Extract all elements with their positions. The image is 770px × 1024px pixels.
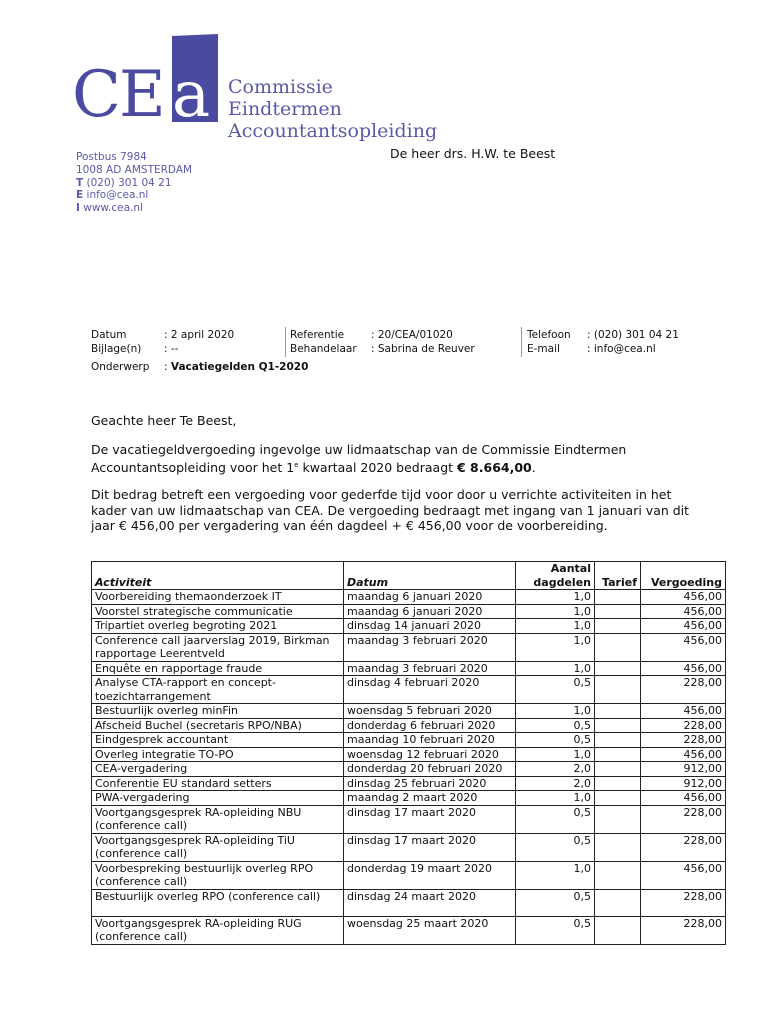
cell-activiteit: Conference call jaarverslag 2019, Birkman rapportage Leerentveld	[92, 633, 344, 661]
meta-date-block	[91, 328, 234, 356]
sender-web: www.cea.nl	[79, 202, 143, 215]
cell-activiteit: Voorbereiding themaonderzoek IT	[92, 590, 344, 605]
cell-datum: maandag 6 januari 2020	[344, 590, 516, 605]
sender-web-line	[76, 202, 192, 215]
cell-dagdelen: 0,5	[516, 916, 595, 944]
table-row	[92, 704, 726, 719]
cell-datum: dinsdag 25 februari 2020	[344, 776, 516, 791]
cell-datum: donderdag 19 maart 2020	[344, 861, 516, 889]
cell-tarief	[595, 633, 641, 661]
cell-dagdelen: 0,5	[516, 833, 595, 861]
sender-block	[76, 151, 192, 215]
cell-tarief	[595, 791, 641, 806]
table-row	[92, 805, 726, 833]
meta-divider-1	[285, 327, 286, 357]
email-label: E-mail	[527, 343, 560, 355]
total-amount: € 8.664,00	[457, 459, 532, 475]
referentie-label: Referentie	[290, 329, 345, 341]
cell-dagdelen: 1,0	[516, 619, 595, 634]
phone-key: T	[76, 176, 84, 189]
table-row	[92, 590, 726, 605]
table-row	[92, 762, 726, 777]
cell-activiteit: Conferentie EU standard setters	[92, 776, 344, 791]
cell-activiteit: Eindgesprek accountant	[92, 733, 344, 748]
cell-vergoeding: 228,00	[641, 889, 726, 916]
cell-dagdelen: 0,5	[516, 718, 595, 733]
cell-dagdelen: 1,0	[516, 747, 595, 762]
cell-datum: woensdag 5 februari 2020	[344, 704, 516, 719]
header-activiteit: Activiteit	[92, 562, 344, 590]
cell-tarief	[595, 733, 641, 748]
cell-tarief	[595, 718, 641, 733]
table-row	[92, 833, 726, 861]
bijlage-value: : --	[164, 343, 179, 355]
cell-vergoeding: 228,00	[641, 833, 726, 861]
onderwerp-colon: :	[164, 361, 171, 373]
cell-datum: dinsdag 17 maart 2020	[344, 805, 516, 833]
cell-tarief	[595, 861, 641, 889]
onderwerp-value: Vacatiegelden Q1-2020	[170, 361, 309, 373]
cell-tarief	[595, 676, 641, 704]
cell-activiteit: Afscheid Buchel (secretaris RPO/NBA)	[92, 718, 344, 733]
referentie-value: : 20/CEA/01020	[371, 329, 453, 341]
cell-datum: dinsdag 14 januari 2020	[344, 619, 516, 634]
datum-label: Datum	[91, 329, 127, 341]
table-row	[92, 633, 726, 661]
cell-dagdelen: 2,0	[516, 776, 595, 791]
cell-vergoeding: 228,00	[641, 805, 726, 833]
cell-activiteit: Overleg integratie TO-PO	[92, 747, 344, 762]
header-datum: Datum	[344, 562, 516, 590]
logo-line-2: Accountantsopleiding	[228, 120, 438, 142]
cell-tarief	[595, 747, 641, 762]
cell-dagdelen: 1,0	[516, 861, 595, 889]
sender-address-2: 1008 AD AMSTERDAM	[76, 163, 193, 176]
cell-activiteit: Voorstel strategische communicatie	[92, 604, 344, 619]
cell-activiteit: Voortgangsgesprek RA-opleiding RUG (conference call)	[92, 916, 344, 944]
salutation: Geachte heer Te Beest,	[91, 413, 237, 428]
addressee: De heer drs. H.W. te Beest	[390, 146, 556, 161]
cell-vergoeding: 912,00	[641, 776, 726, 791]
cell-datum: maandag 3 februari 2020	[344, 633, 516, 661]
table-header-row	[92, 562, 726, 590]
email-value: : info@cea.nl	[587, 343, 656, 355]
cell-tarief	[595, 805, 641, 833]
cell-activiteit: Bestuurlijk overleg RPO (conference call)	[92, 889, 344, 916]
cell-activiteit: CEA-vergadering	[92, 762, 344, 777]
table-row	[92, 661, 726, 676]
cell-dagdelen: 0,5	[516, 889, 595, 916]
cell-tarief	[595, 762, 641, 777]
bijlage-label: Bijlage(n)	[91, 343, 142, 355]
cell-datum: maandag 10 februari 2020	[344, 733, 516, 748]
cell-tarief	[595, 776, 641, 791]
paragraph-2: Dit bedrag betreft een vergoeding voor gederfde tijd voor door u verrichte activiteiten in het kader van uw lidmaatschap van CEA. De vergoeding bedraagt met ingang van 1 januari van dit jaar € 456,00 per vergadering van één dagdeel + € 456,00 voor de voorbereiding.	[91, 487, 690, 533]
sender-phone: (020) 301 04 21	[83, 176, 172, 189]
p1-text-b: kwartaal 2020 bedraagt	[298, 459, 457, 475]
cell-activiteit: Voortgangsgesprek RA-opleiding NBU (conference call)	[92, 805, 344, 833]
meta-contact-block	[527, 328, 679, 356]
sender-address-1: Postbus 7984	[76, 151, 147, 163]
cell-tarief	[595, 661, 641, 676]
cell-datum: maandag 3 februari 2020	[344, 661, 516, 676]
sender-phone-line	[76, 177, 192, 190]
cell-datum: donderdag 6 februari 2020	[344, 718, 516, 733]
cell-dagdelen: 1,0	[516, 604, 595, 619]
telefoon-value: : (020) 301 04 21	[587, 329, 679, 341]
cell-vergoeding: 228,00	[641, 916, 726, 944]
table-row	[92, 676, 726, 704]
logo-wordmark	[228, 76, 452, 142]
cell-vergoeding: 456,00	[641, 661, 726, 676]
p1-text-a: De vacatiegeldvergoeding ingevolge uw lidmaatschap van de Commissie Eindtermen Accountantsopleiding voor het 1	[91, 442, 627, 475]
cell-vergoeding: 456,00	[641, 633, 726, 661]
paragraph-1	[91, 442, 691, 475]
cell-vergoeding: 456,00	[641, 619, 726, 634]
header-aantal: Aantal	[550, 562, 591, 575]
table-row	[92, 861, 726, 889]
cell-vergoeding: 228,00	[641, 718, 726, 733]
cell-activiteit: PWA-vergadering	[92, 791, 344, 806]
cell-activiteit: Voorbespreking bestuurlijk overleg RPO (conference call)	[92, 861, 344, 889]
cell-vergoeding: 228,00	[641, 733, 726, 748]
cell-activiteit: Enquête en rapportage fraude	[92, 661, 344, 676]
cell-dagdelen: 1,0	[516, 791, 595, 806]
cea-logo-mark	[72, 34, 222, 124]
p1-end: .	[531, 459, 536, 475]
cell-datum: donderdag 20 februari 2020	[344, 762, 516, 777]
cell-datum: maandag 2 maart 2020	[344, 791, 516, 806]
cell-vergoeding: 456,00	[641, 604, 726, 619]
datum-value: : 2 april 2020	[164, 329, 235, 341]
meta-divider-2	[521, 327, 522, 357]
onderwerp-label: Onderwerp	[91, 361, 150, 373]
cell-dagdelen: 0,5	[516, 733, 595, 748]
table-row	[92, 747, 726, 762]
header-dagdelen	[516, 562, 595, 590]
cell-tarief	[595, 704, 641, 719]
table-row	[92, 791, 726, 806]
cell-dagdelen: 1,0	[516, 704, 595, 719]
cell-vergoeding: 456,00	[641, 861, 726, 889]
cell-dagdelen: 0,5	[516, 805, 595, 833]
cell-dagdelen: 2,0	[516, 762, 595, 777]
email-key: E	[76, 189, 84, 202]
p1-superscript: e	[294, 460, 299, 469]
cell-datum: maandag 6 januari 2020	[344, 604, 516, 619]
telefoon-label: Telefoon	[527, 329, 571, 341]
header-tarief: Tarief	[595, 562, 641, 590]
cell-activiteit: Tripartiet overleg begroting 2021	[92, 619, 344, 634]
behandelaar-value: : Sabrina de Reuver	[371, 343, 475, 355]
table-row	[92, 718, 726, 733]
behandelaar-label: Behandelaar	[290, 343, 357, 355]
cell-vergoeding: 456,00	[641, 590, 726, 605]
cell-tarief	[595, 619, 641, 634]
logo-letters-ce: CE	[72, 58, 164, 124]
cea-logo	[72, 34, 452, 142]
table-row	[92, 889, 726, 916]
table-row	[92, 733, 726, 748]
sender-email-line	[76, 189, 192, 202]
cell-datum: dinsdag 17 maart 2020	[344, 833, 516, 861]
cell-activiteit: Bestuurlijk overleg minFin	[92, 704, 344, 719]
cell-tarief	[595, 590, 641, 605]
cell-dagdelen: 1,0	[516, 633, 595, 661]
cell-activiteit: Analyse CTA-rapport en concept-toezichtarrangement	[92, 676, 344, 704]
web-key: I	[76, 202, 80, 215]
subject-line	[91, 361, 308, 373]
cell-tarief	[595, 916, 641, 944]
cell-vergoeding: 456,00	[641, 791, 726, 806]
sender-email: info@cea.nl	[83, 189, 149, 202]
cell-activiteit: Voortgangsgesprek RA-opleiding TiU (conference call)	[92, 833, 344, 861]
meta-reference-block	[290, 328, 475, 356]
activities-table	[91, 561, 726, 945]
logo-line-1: Commissie Eindtermen	[228, 76, 342, 120]
cell-datum: dinsdag 24 maart 2020	[344, 889, 516, 916]
cell-vergoeding: 456,00	[641, 747, 726, 762]
table-row	[92, 916, 726, 944]
cell-dagdelen: 1,0	[516, 661, 595, 676]
header-vergoeding: Vergoeding	[641, 562, 726, 590]
cell-tarief	[595, 833, 641, 861]
cell-dagdelen: 0,5	[516, 676, 595, 704]
logo-letter-a: a	[172, 58, 211, 124]
cell-datum: woensdag 12 februari 2020	[344, 747, 516, 762]
cell-datum: dinsdag 4 februari 2020	[344, 676, 516, 704]
cell-tarief	[595, 889, 641, 916]
cell-vergoeding: 912,00	[641, 762, 726, 777]
cell-tarief	[595, 604, 641, 619]
cell-datum: woensdag 25 maart 2020	[344, 916, 516, 944]
table-row	[92, 619, 726, 634]
table-row	[92, 776, 726, 791]
header-dagdelen-label: dagdelen	[533, 575, 591, 589]
cell-vergoeding: 228,00	[641, 676, 726, 704]
table-row	[92, 604, 726, 619]
cell-dagdelen: 1,0	[516, 590, 595, 605]
cell-vergoeding: 456,00	[641, 704, 726, 719]
